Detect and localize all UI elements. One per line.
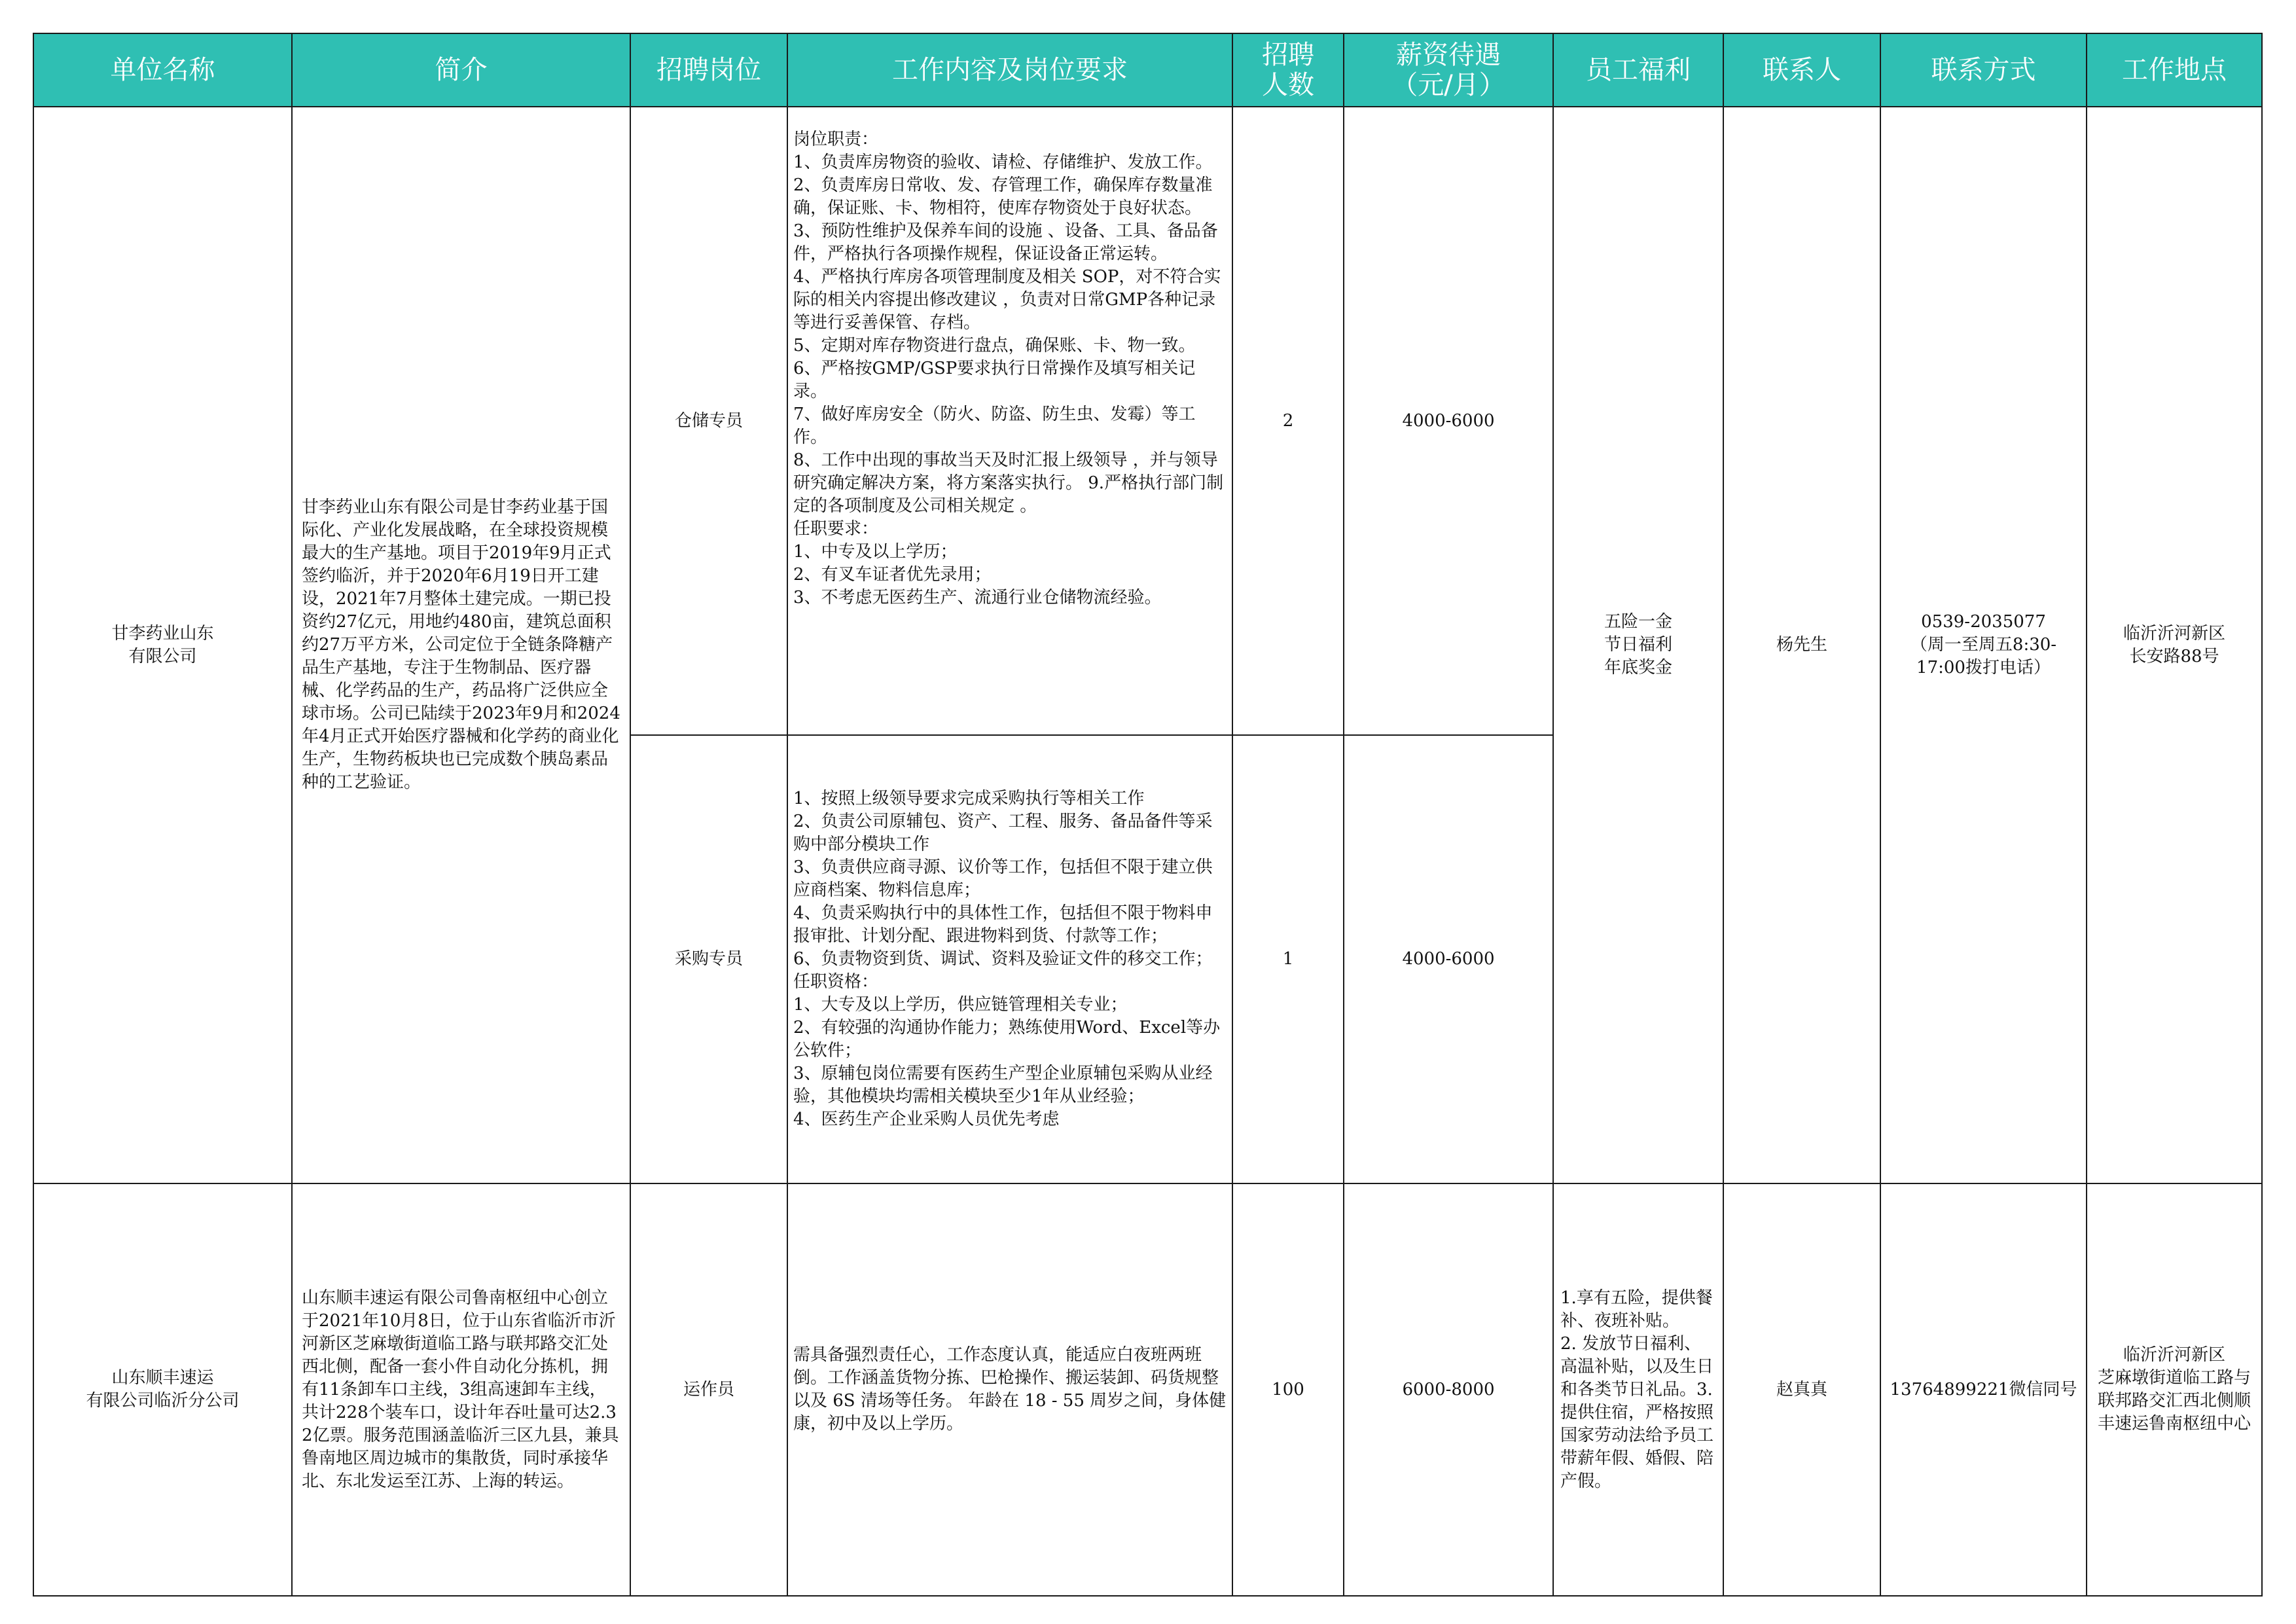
position-duties: 需具备强烈责任心，工作态度认真，能适应白夜班两班倒。工作涵盖货物分拣、巴枪操作、搬运装卸、码货规整以及 6S 清场等任务。 年龄在 18 - 55 周岁之间，身体健康，初中及以上学历。	[787, 1183, 1232, 1596]
company-location: 临沂沂河新区 长安路88号	[2087, 107, 2262, 1183]
position-salary: 4000-6000	[1344, 107, 1553, 735]
company-welfare: 1.享有五险，提供餐补、夜班补贴。 2. 发放节日福利、高温补贴，以及生日和各类节日礼品。3. 提供住宿，严格按照国家劳动法给予员工带薪年假、婚假、陪产假。	[1553, 1183, 1723, 1596]
position-duties: 岗位职责： 1、负责库房物资的验收、请检、存储维护、发放工作。 2、负责库房日常收、发、存管理工作，确保库存数量准确，保证账、卡、物相符，使库存物资处于良好状态。 3、预防性维护及保养车间的设施 、设备、工具、备品备件，严格执行各项操作规程，保证设备正常运转。 4、严格执行库房各项管理制度及相关 SOP，对不符合实际的相关内容提出修改建议 ，负责对日常GMP各种记录等进行妥善保管、存档。 5、定期对库存物资进行盘点，确保账、卡、物一致。 6、严格按GMP/GSP要求执行日常操作及填写相关记录。 7、做好库房安全（防火、防盗、防生虫、发霉）等工作。 8、工作中出现的事故当天及时汇报上级领导 ，并与领导研究确定解决方案，将方案落实执行。 9.严格执行部门制定的各项制度及公司相关规定 。 任职要求： 1、中专及以上学历； 2、有叉车证者优先录用； 3、不考虑无医药生产、流通行业仓储物流经验。	[787, 107, 1232, 735]
header-row	[33, 33, 2262, 107]
header-count: 招聘 人数	[1232, 33, 1344, 107]
position-salary: 6000-8000	[1344, 1183, 1553, 1596]
company-name: 甘李药业山东 有限公司	[33, 107, 292, 1183]
position-title: 采购专员	[630, 735, 787, 1183]
header-salary: 薪资待遇 （元/月）	[1344, 33, 1553, 107]
header-duties: 工作内容及岗位要求	[787, 33, 1232, 107]
company-intro: 山东顺丰速运有限公司鲁南枢纽中心创立于2021年10月8日，位于山东省临沂市沂河新区芝麻墩街道临工路与联邦路交汇处西北侧，配备一套小件自动化分拣机，拥有11条卸车口主线，3组高速卸车主线，共计228个装车口，设计年吞吐量可达2.32亿票。服务范围涵盖临沂三区九县，兼具鲁南地区周边城市的集散货，同时承接华北、东北发运至江苏、上海的转运。	[292, 1183, 630, 1596]
header-intro: 简介	[292, 33, 630, 107]
table-row	[33, 1183, 2262, 1596]
company-contact: 赵真真	[1723, 1183, 1880, 1596]
header-company: 单位名称	[33, 33, 292, 107]
table-row	[33, 107, 2262, 735]
header-phone: 联系方式	[1880, 33, 2087, 107]
company-phone: 0539-2035077 （周一至周五8:30- 17:00拨打电话）	[1880, 107, 2087, 1183]
header-location: 工作地点	[2087, 33, 2262, 107]
company-phone: 13764899221微信同号	[1880, 1183, 2087, 1596]
recruitment-table	[33, 33, 2263, 1597]
position-title: 运作员	[630, 1183, 787, 1596]
header-position: 招聘岗位	[630, 33, 787, 107]
position-count: 2	[1232, 107, 1344, 735]
company-intro: 甘李药业山东有限公司是甘李药业基于国际化、产业化发展战略，在全球投资规模最大的生产基地。项目于2019年9月正式签约临沂，并于2020年6月19日开工建设，2021年7月整体土建完成。一期已投资约27亿元，用地约480亩，建筑总面积约27万平方米，公司定位于全链条降糖产品生产基地，专注于生物制品、医疗器械、化学药品的生产，药品将广泛供应全球市场。公司已陆续于2023年9月和2024年4月正式开始医疗器械和化学药的商业化生产，生物药板块也已完成数个胰岛素品种的工艺验证。	[292, 107, 630, 1183]
position-salary: 4000-6000	[1344, 735, 1553, 1183]
company-name: 山东顺丰速运 有限公司临沂分公司	[33, 1183, 292, 1596]
company-welfare: 五险一金 节日福利 年底奖金	[1553, 107, 1723, 1183]
position-count: 1	[1232, 735, 1344, 1183]
header-welfare: 员工福利	[1553, 33, 1723, 107]
header-contact: 联系人	[1723, 33, 1880, 107]
position-count: 100	[1232, 1183, 1344, 1596]
position-title: 仓储专员	[630, 107, 787, 735]
company-contact: 杨先生	[1723, 107, 1880, 1183]
company-location: 临沂沂河新区 芝麻墩街道临工路与联邦路交汇西北侧顺丰速运鲁南枢纽中心	[2087, 1183, 2262, 1596]
position-duties: 1、按照上级领导要求完成采购执行等相关工作 2、负责公司原辅包、资产、工程、服务、备品备件等采购中部分模块工作 3、负责供应商寻源、议价等工作，包括但不限于建立供应商档案、物料信息库； 4、负责采购执行中的具体性工作，包括但不限于物料申报审批、计划分配、跟进物料到货、付款等工作； 6、负责物资到货、调试、资料及验证文件的移交工作； 任职资格： 1、大专及以上学历，供应链管理相关专业； 2、有较强的沟通协作能力；熟练使用Word、Excel等办公软件； 3、原辅包岗位需要有医药生产型企业原辅包采购从业经验，其他模块均需相关模块至少1年从业经验； 4、医药生产企业采购人员优先考虑	[787, 735, 1232, 1183]
